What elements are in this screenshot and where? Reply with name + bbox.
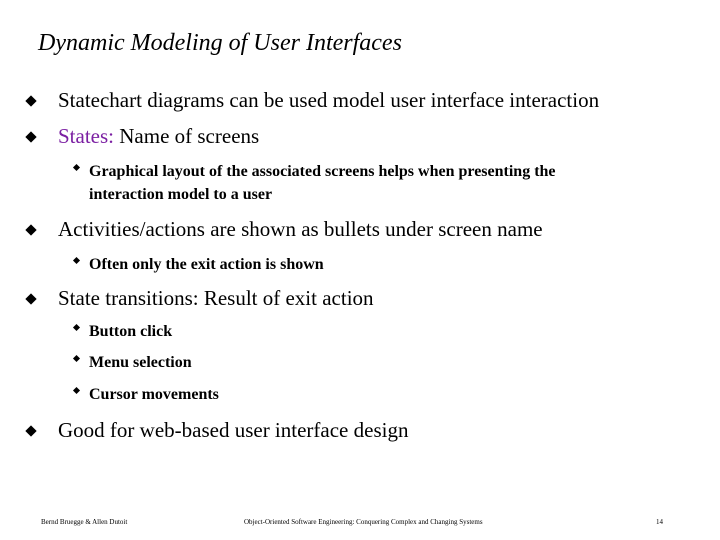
footer-authors: Bernd Bruegge & Allen Dutoit (41, 518, 128, 526)
sub-bullet-text: Often only the exit action is shown (89, 256, 324, 273)
diamond-bullet-icon (25, 131, 36, 142)
diamond-bullet-icon (25, 95, 36, 106)
bullet-text: Good for web-based user interface design (58, 418, 409, 442)
sub-bullet-text: Menu selection (89, 354, 192, 371)
bullet-text: Activities/actions are shown as bullets under screen name (58, 217, 543, 241)
bullet-text: Statechart diagrams can be used model user interface interaction (58, 88, 600, 112)
bullet-text: State transitions: Result of exit action (58, 286, 374, 310)
footer-book-title: Object-Oriented Software Engineering: Conquering Complex and Changing Systems (244, 518, 483, 526)
diamond-sub-bullet-icon (73, 355, 80, 362)
sub-bullet-line-2: interaction model to a user (89, 186, 273, 203)
bullet-text (58, 124, 259, 149)
sub-bullet-line-1: Graphical layout of the associated screens helps when presenting the (89, 163, 556, 180)
sub-bullet-text: Button click (89, 323, 173, 340)
footer-page-number: 14 (656, 518, 663, 526)
states-label: States: (58, 124, 114, 148)
diamond-bullet-icon (25, 293, 36, 304)
sub-bullet-text (89, 160, 556, 206)
diamond-sub-bullet-icon (73, 257, 80, 264)
diamond-sub-bullet-icon (73, 387, 80, 394)
diamond-bullet-icon (25, 425, 36, 436)
diamond-bullet-icon (25, 224, 36, 235)
states-description: Name of screens (114, 124, 260, 148)
sub-bullet-text: Cursor movements (89, 386, 219, 403)
diamond-sub-bullet-icon (73, 164, 80, 171)
diamond-sub-bullet-icon (73, 324, 80, 331)
slide-title: Dynamic Modeling of User Interfaces (38, 30, 402, 56)
